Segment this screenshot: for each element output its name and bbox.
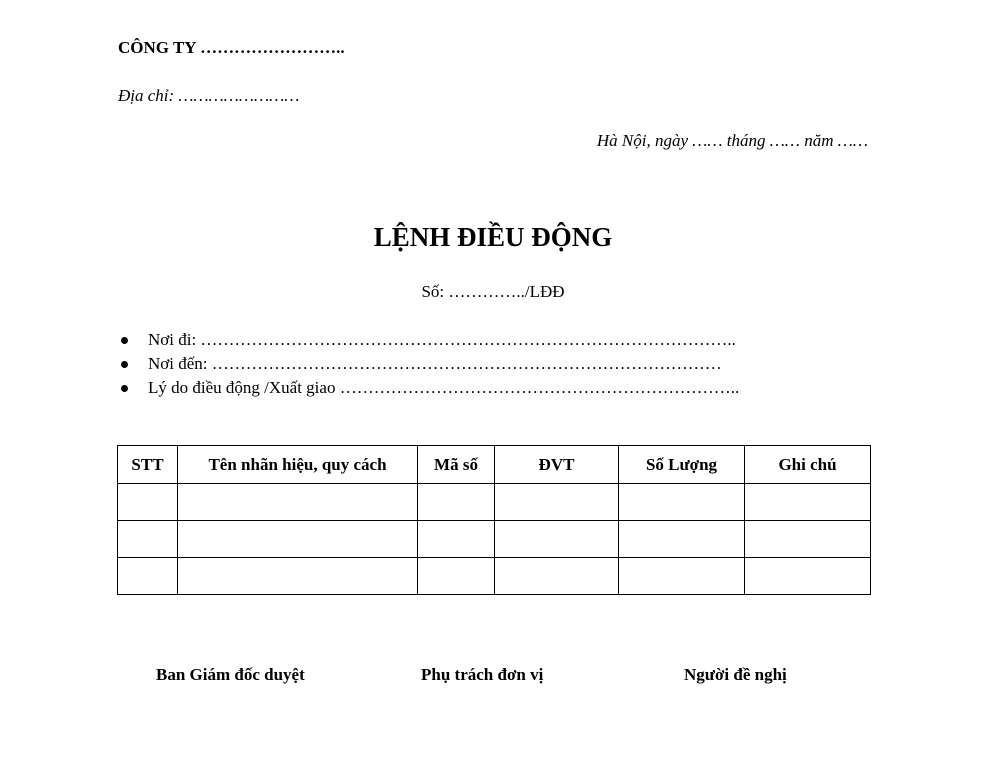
table-cell — [178, 521, 418, 558]
list-item-departure — [118, 328, 739, 352]
header-code: Mã số — [418, 446, 495, 484]
table-cell — [418, 558, 495, 595]
signature-requester: Người đề nghị — [684, 665, 787, 684]
departure-text: Nơi đi: ………………………………………………………………………………….. — [148, 330, 736, 349]
document-number: Số: …………../LĐĐ — [421, 282, 565, 301]
bullet-icon — [121, 337, 128, 344]
table-cell — [619, 558, 745, 595]
table-cell — [418, 521, 495, 558]
list-item-reason — [118, 376, 739, 400]
table-row — [118, 484, 871, 521]
table-row — [118, 521, 871, 558]
bullet-icon — [121, 385, 128, 392]
table-cell — [118, 521, 178, 558]
table-row — [118, 558, 871, 595]
table-header-row — [118, 446, 871, 484]
list-item-destination — [118, 352, 739, 376]
document-title: LỆNH ĐIỀU ĐỘNG — [373, 222, 613, 252]
table-cell — [745, 521, 871, 558]
items-table — [117, 445, 871, 595]
signature-unit-head: Phụ trách đơn vị — [421, 665, 544, 684]
reason-text: Lý do điều động /Xuất giao …………………………………………………………….. — [148, 378, 740, 397]
order-details-list — [118, 328, 739, 400]
company-name: CÔNG TY …………………….. — [118, 38, 345, 57]
header-quantity: Số Lượng — [619, 446, 745, 484]
signature-board-approval: Ban Giám đốc duyệt — [156, 665, 305, 684]
table-cell — [495, 558, 619, 595]
table-cell — [118, 484, 178, 521]
table-cell — [418, 484, 495, 521]
table-cell — [745, 558, 871, 595]
table-cell — [178, 484, 418, 521]
destination-text: Nơi đến: ……………………………………………………………………………… — [148, 354, 722, 373]
table-cell — [619, 521, 745, 558]
table-cell — [745, 484, 871, 521]
table-cell — [619, 484, 745, 521]
header-stt: STT — [118, 446, 178, 484]
header-product-name: Tên nhãn hiệu, quy cách — [178, 446, 418, 484]
table-cell — [118, 558, 178, 595]
header-unit: ĐVT — [495, 446, 619, 484]
table-cell — [495, 484, 619, 521]
table-cell — [495, 521, 619, 558]
header-note: Ghi chú — [745, 446, 871, 484]
place-and-date: Hà Nội, ngày …… tháng …… năm …… — [596, 131, 868, 150]
company-address: Địa chỉ: …………………… — [118, 86, 300, 105]
bullet-icon — [121, 361, 128, 368]
table-cell — [178, 558, 418, 595]
